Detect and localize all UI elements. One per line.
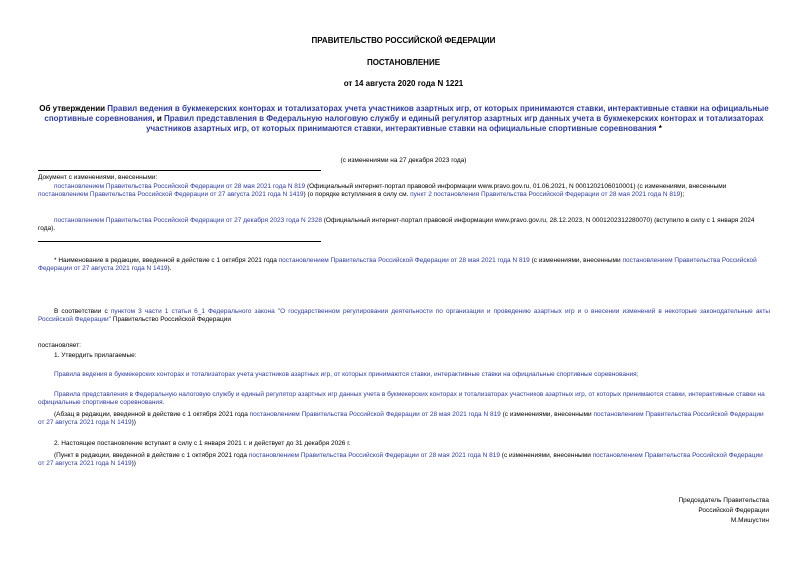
link-rules-accounting[interactable]: Правила ведения в букмекерских конторах и тотализаторах учета участников азартных игр, от которых принимаются ставки, интерактивные ставки на официальные спортивные соревнования;	[54, 371, 639, 378]
preamble-link-federal-law[interactable]: пунктом 3 части 1 статьи 6_1 Федерального закона "О государственном регулировании деятельности по организации и проведению азартных игр и о внесении изменений в некоторые законодательные акты Российской Федерации"	[38, 308, 770, 324]
changes-record-1-text-2: ) (о порядке вступления в силу см.	[303, 191, 411, 199]
punkt-text-3: ))	[131, 460, 136, 468]
link-rules-submission[interactable]: Правила представления в Федеральную налоговую службу и единый регулятор азартных игр данных учета в букмекерских конторах и тотализаторах участников азартных игр, от которых принимаются ставки, интерактивные ставки на официальные спортивные соревнования.	[38, 391, 765, 407]
punkt-text: (Пункт в редакции, введенной в действие с 1 октября 2021 года	[54, 452, 249, 459]
signature-block	[678, 496, 769, 526]
abzac-text-2: (с изменениями, внесенными	[500, 411, 594, 418]
title-link-rules-submission[interactable]: Правил представления в Федеральную налоговую службу и единый регулятор азартных игр данных учета в букмекерских конторах и тотализаторах участников азартных игр, от которых принимаются ставки, интерактивные ставки на официальные спортивные соревнования	[146, 114, 764, 133]
changes-record-2-text: (Официальный интернет-портал правовой информации www.pravo.gov.ru, 28.12.2023, N 0001202312280070) (вступило в силу с 1 января 2024 года).	[38, 217, 755, 233]
link-decree-2328[interactable]: постановлением Правительства Российской Федерации от 27 декабря 2023 года N 2328	[54, 217, 322, 224]
title-link-rules-accounting[interactable]: Правил ведения в букмекерских конторах и тотализаторах учета участников азартных игр, от которых принимаются ставки, интерактивные ставки на официальные спортивные соревнования	[44, 104, 769, 123]
footnote-link-decree-819[interactable]: постановлением Правительства Российской Федерации от 28 мая 2021 года N 819	[278, 257, 530, 264]
document-type: ПОСТАНОВЛЕНИЕ	[366, 58, 441, 67]
abzac-text: (Абзац в редакции, введенной в действие с 1 октября 2021 года	[54, 411, 250, 418]
document-date-number: от 14 августа 2020 года N 1221	[343, 79, 464, 88]
title-mid: , и	[152, 114, 165, 123]
link-decree-819-point-2[interactable]: пункт 2 постановления Правительства Российской Федерации от 28 мая 2021 года N 819	[410, 191, 681, 199]
changes-note: (с изменениями на 27 декабря 2023 года)	[340, 157, 467, 164]
preamble-text-2: Правительство Российской Федерации	[111, 316, 231, 324]
punkt-text-2: (с изменениями, внесенными	[499, 452, 593, 459]
punkt-link-decree-1419[interactable]: постановлением Правительства Российской Федерации от 27 августа 2021 года N 1419	[38, 452, 763, 468]
signature-name: М.Мишустин	[730, 517, 769, 525]
abzac-text-3: ))	[131, 419, 136, 427]
footnote	[38, 257, 770, 274]
footnote-link-decree-1419[interactable]: постановлением Правительства Российской Федерации от 27 августа 2021 года N 1419	[38, 257, 757, 273]
changes-record-1-text: (Официальный интернет-портал правовой информации www.pravo.gov.ru, 01.06.2021, N 0001202106010001) (с изменениями, внесенными	[305, 183, 727, 190]
document-title	[38, 104, 770, 134]
punkt-note	[38, 452, 770, 469]
link-decree-819[interactable]: постановлением Правительства Российской Федерации от 28 мая 2021 года N 819	[54, 183, 306, 190]
abzac-link-decree-819[interactable]: постановлением Правительства Российской Федерации от 28 мая 2021 года N 819	[249, 411, 501, 418]
abzac-link-decree-1419[interactable]: постановлением Правительства Российской Федерации от 27 августа 2021 года N 1419	[38, 411, 764, 427]
changes-record-2	[38, 217, 770, 234]
abzac-note	[38, 411, 770, 428]
title-star: *	[656, 124, 662, 133]
changes-record-1-text-3: );	[680, 191, 685, 199]
divider-bottom	[38, 241, 321, 242]
footnote-text-2: (с изменениями, внесенными	[529, 257, 623, 264]
preamble-text: В соответствии с	[54, 308, 111, 315]
footnote-text: * Наименование в редакции, введенной в действие с 1 октября 2021 года	[54, 257, 279, 264]
footnote-text-3: ).	[167, 265, 172, 273]
punkt-link-decree-819[interactable]: постановлением Правительства Российской Федерации от 28 мая 2021 года N 819	[248, 452, 500, 459]
government-title: ПРАВИТЕЛЬСТВО РОССИЙСКОЙ ФЕДЕРАЦИИ	[311, 36, 496, 45]
divider-top	[38, 170, 321, 171]
decides: постановляет:	[38, 342, 81, 349]
signature-country: Российской Федерации	[698, 507, 769, 515]
link-decree-1419[interactable]: постановлением Правительства Российской Федерации от 27 августа 2021 года N 1419	[38, 191, 304, 199]
item-1: 1. Утвердить прилагаемые:	[54, 352, 137, 359]
changes-intro: Документ с изменениями, внесенными:	[38, 174, 158, 181]
changes-record-1	[38, 183, 770, 200]
preamble	[38, 308, 770, 325]
signature-position: Председатель Правительства	[678, 497, 769, 504]
item-2: 2. Настоящее постановление вступает в силу с 1 января 2021 г. и действует до 31 декабря 2026 г.	[54, 440, 351, 447]
title-prefix: Об утверждении	[39, 104, 108, 113]
